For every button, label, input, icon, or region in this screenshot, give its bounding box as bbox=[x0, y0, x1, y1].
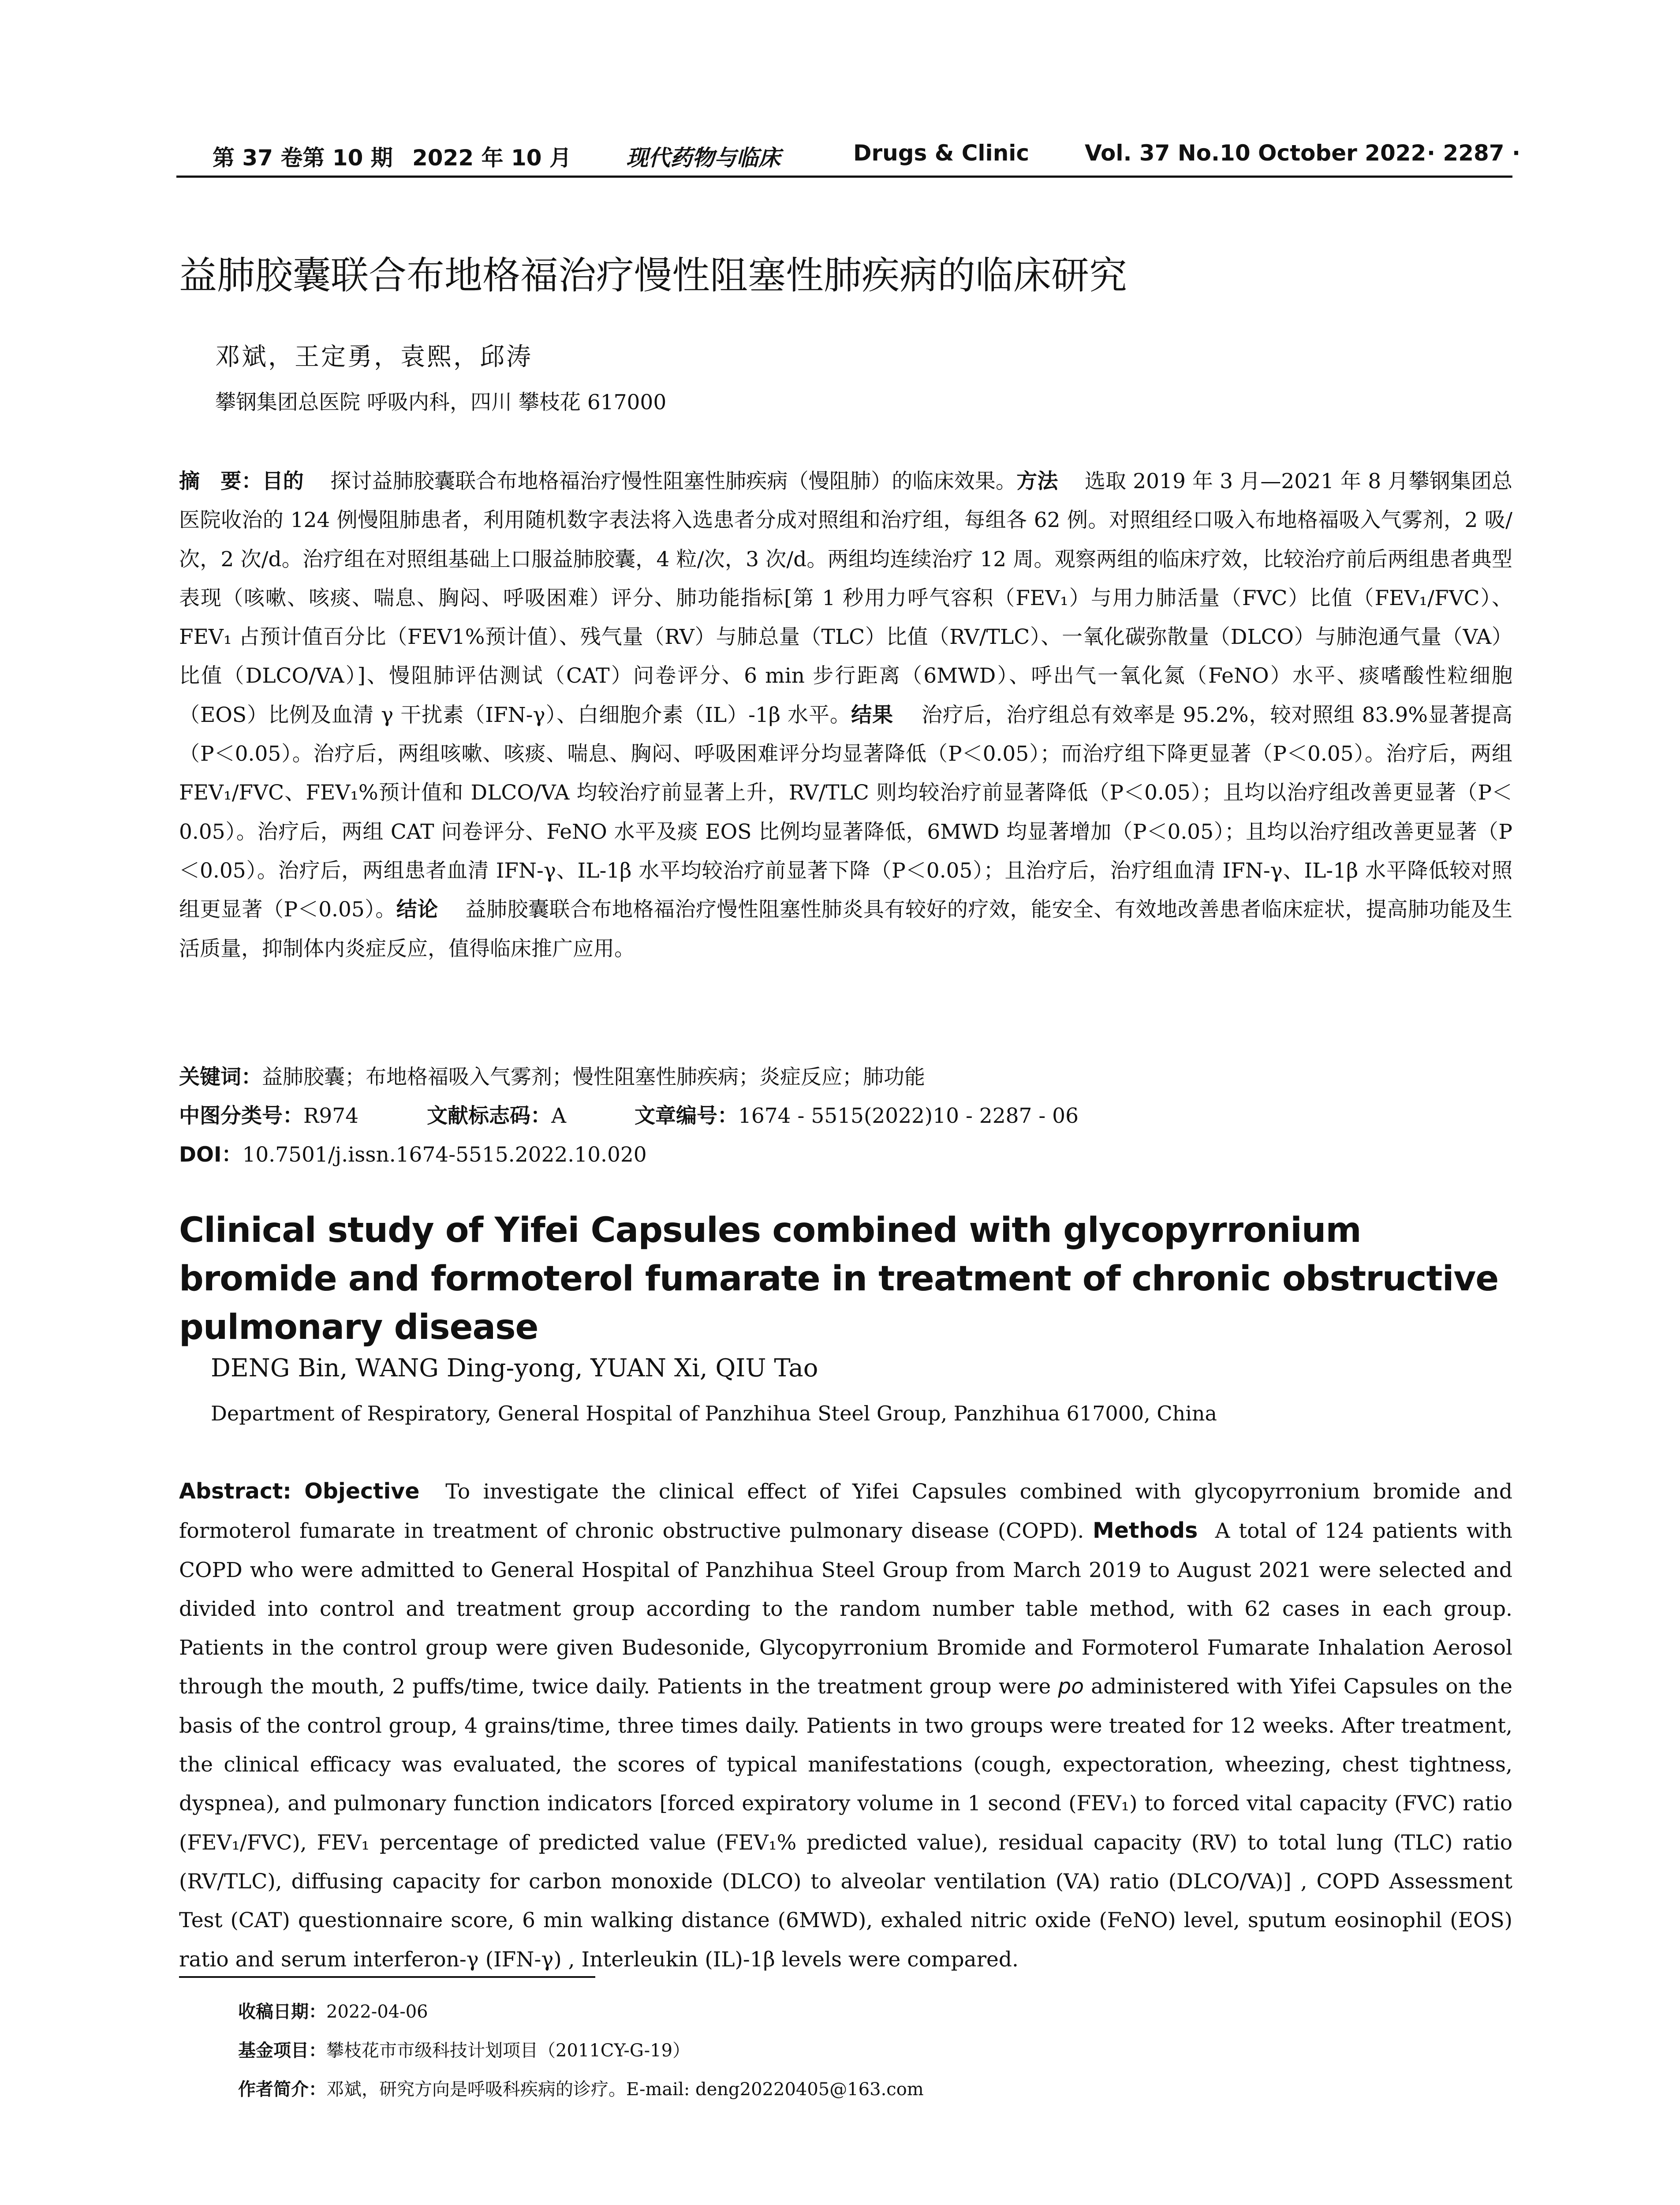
methods-label-cn: 方法 bbox=[1016, 469, 1058, 493]
doc-code: A bbox=[551, 1104, 567, 1128]
page-number: · 2287 · bbox=[1427, 140, 1520, 166]
keywords-line bbox=[179, 1061, 925, 1090]
clc-label: 中图分类号： bbox=[179, 1104, 303, 1128]
affiliation-en: Department of Respiratory, General Hospital of Panzhihua Steel Group, Panzhihua 617000, China bbox=[211, 1401, 1217, 1425]
author-bio: 邓斌，研究方向是呼吸科疾病的诊疗。E-mail: deng20220405@163.com bbox=[326, 2079, 924, 2100]
issue-date: 2022 年 10 月 bbox=[412, 145, 571, 171]
title-en: Clinical study of Yifei Capsules combined with glycopyrronium bromide and formoterol fumarate in treatment of chronic obstructive pulmonary disease bbox=[179, 1211, 1499, 1347]
doi: 10.7501/j.issn.1674-5515.2022.10.020 bbox=[242, 1143, 647, 1167]
objective-text-en: To investigate the clinical effect of Yifei Capsules combined with glycopyrronium bromide and formoterol fumarate in treatment of chronic obstructive pulmonary disease (COPD). bbox=[179, 1480, 1512, 1544]
running-header bbox=[176, 140, 1520, 184]
header-rule bbox=[176, 176, 1512, 178]
journal-name-cn: 现代药物与临床 bbox=[626, 145, 780, 171]
abstract-en bbox=[179, 1472, 1512, 1979]
classification-line bbox=[179, 1099, 1079, 1129]
volume-issue: 第 37 卷第 10 期 bbox=[213, 145, 393, 171]
clc-number: R974 bbox=[303, 1104, 359, 1128]
author-label: 作者简介： bbox=[238, 2079, 326, 2100]
objective-text-cn: 探讨益肺胶囊联合布地格福治疗慢性阻塞性肺疾病（慢阻肺）的临床效果。 bbox=[330, 469, 1017, 493]
conclusion-text-cn: 益肺胶囊联合布地格福治疗慢性阻塞性肺炎具有较好的疗效，能安全、有效地改善患者临床症状，提高肺功能及生活质量，抑制体内炎症反应，值得临床推广应用。 bbox=[179, 897, 1513, 961]
objective-label-cn: 目的 bbox=[262, 469, 304, 493]
abstract-label-en: Abstract: bbox=[179, 1479, 291, 1504]
keywords-label: 关键词： bbox=[179, 1065, 262, 1089]
fund-label: 基金项目： bbox=[238, 2041, 326, 2061]
doi-label: DOI： bbox=[179, 1143, 243, 1167]
affiliation-cn: 攀钢集团总医院 呼吸内科，四川 攀枝花 617000 bbox=[215, 390, 667, 415]
doc-code-label: 文献标志码： bbox=[427, 1104, 552, 1128]
fund-note bbox=[238, 2037, 690, 2062]
author-note bbox=[238, 2075, 924, 2100]
article-number: 1674 - 5515(2022)10 - 2287 - 06 bbox=[738, 1104, 1079, 1128]
authors-cn: 邓斌，王定勇，袁熙，邱涛 bbox=[215, 343, 533, 371]
results-label-cn: 结果 bbox=[851, 703, 894, 727]
results-text-cn: 治疗后，治疗组总有效率是 95.2%，较对照组 83.9%显著提高（P＜0.05）。治疗后，两组咳嗽、咳痰、喘息、胸闷、呼吸困难评分均显著降低（P＜0.05）；而治疗组下降更显著（P＜0.05）。治疗后，两组 FEV₁/FVC、FEV₁%预计值和 DLCO/VA 均较治疗前显著上升，RV/TLC 则均较治疗前显著降低（P＜0.05）；且均以治疗组改善更显著（P＜0.05）。治疗后，两组 CAT 问卷评分、FeNO 水平及痰 EOS 比例均显著降低，6MWD 均显著增加（P＜0.05）；且均以治疗组改善更显著（P＜0.05）。治疗后，两组患者血清 IFN-γ、IL-1β 水平均较治疗前显著下降（P＜0.05）；且治疗后，治疗组血清 IFN-γ、IL-1β 水平降低较对照组更显著（P＜0.05）。 bbox=[179, 703, 1513, 922]
methods-text-en-a: A total of 124 patients with COPD who were admitted to General Hospital of Panzhihua Steel Group from March 2019 to August 2021 were selected and divided into control and treatment group according to the random number table method, with 62 cases in each group. Patients in the control group were given Budesonide, Glycopyrronium Bromide and Formoterol Fumarate Inhalation Aerosol through the mouth, 2 puffs/time, twice daily. Patients in the treatment group were bbox=[179, 1519, 1513, 1699]
methods-label-en: Methods bbox=[1093, 1518, 1198, 1544]
methods-text-en-b: administered with Yifei Capsules on the basis of the control group, 4 grains/time, three times daily. Patients in two groups were treated for 12 weeks. After treatment, the clinical efficacy was evaluated, the scores of typical manifestations (cough, expectoration, wheezing, chest tightness, dyspnea), and pulmonary function indicators [forced expiratory volume in 1 second (FEV₁) to forced vital capacity (FVC) ratio (FEV₁/FVC), FEV₁ percentage of predicted value (FEV₁% predicted value), residual capacity (RV) to total lung (TLC) ratio (RV/TLC), diffusing capacity for carbon monoxide (DLCO) to alveolar ventilation (VA) ratio (DLCO/VA)] , COPD Assessment Test (CAT) questionnaire score, 6 min walking distance (6MWD), exhaled nitric oxide (FeNO) level, sputum eosinophil (EOS) ratio and serum interferon-γ (IFN-γ) , Interleukin (IL)-1β levels were compared. bbox=[179, 1674, 1512, 1972]
keywords: 益肺胶囊；布地格福吸入气雾剂；慢性阻塞性肺疾病；炎症反应；肺功能 bbox=[262, 1065, 925, 1089]
fund-project: 攀枝花市市级科技计划项目（2011CY-G-19） bbox=[326, 2041, 691, 2061]
volume-en: Vol. 37 No.10 October 2022 bbox=[1085, 140, 1426, 166]
article-number-label: 文章编号： bbox=[634, 1104, 738, 1128]
received-date-note bbox=[238, 1998, 428, 2023]
footnote-rule bbox=[179, 1976, 595, 1978]
po-abbrev: po bbox=[1058, 1674, 1084, 1699]
abstract-label-cn: 摘 要： bbox=[179, 469, 262, 493]
journal-name-en: Drugs & Clinic bbox=[853, 140, 1030, 166]
objective-label-en: Objective bbox=[304, 1479, 420, 1504]
abstract-cn bbox=[179, 462, 1512, 968]
received-date: 2022-04-06 bbox=[326, 2002, 428, 2022]
doi-line bbox=[179, 1138, 647, 1168]
methods-text-cn: 选取 2019 年 3 月—2021 年 8 月攀钢集团总医院收治的 124 例慢阻肺患者，利用随机数字表法将入选患者分成对照组和治疗组，每组各 62 例。对照组经口吸入布地格福吸入气雾剂，2 吸/次，2 次/d。治疗组在对照组基础上口服益肺胶囊，4 粒/次，3 次/d。两组均连续治疗 12 周。观察两组的临床疗效，比较治疗前后两组患者典型表现（咳嗽、咳痰、喘息、胸闷、呼吸困难）评分、肺功能指标[第 1 秒用力呼气容积（FEV₁）与用力肺活量（FVC）比值（FEV₁/FVC）、FEV₁ 占预计值百分比（FEV1%预计值）、残气量（RV）与肺总量（TLC）比值（RV/TLC）、一氧化碳弥散量（DLCO）与肺泡通气量（VA）比值（DLCO/VA）]、慢阻肺评估测试（CAT）问卷评分、6 min 步行距离（6MWD）、呼出气一氧化氮（FeNO）水平、痰嗜酸性粒细胞（EOS）比例及血清 γ 干扰素（IFN-γ）、白细胞介素（IL）-1β 水平。 bbox=[179, 469, 1513, 727]
conclusion-label-cn: 结论 bbox=[396, 897, 438, 922]
authors-en: DENG Bin, WANG Ding-yong, YUAN Xi, QIU Tao bbox=[211, 1354, 818, 1383]
received-label: 收稿日期： bbox=[238, 2002, 326, 2022]
title-cn: 益肺胶囊联合布地格福治疗慢性阻塞性肺疾病的临床研究 bbox=[179, 254, 1127, 298]
